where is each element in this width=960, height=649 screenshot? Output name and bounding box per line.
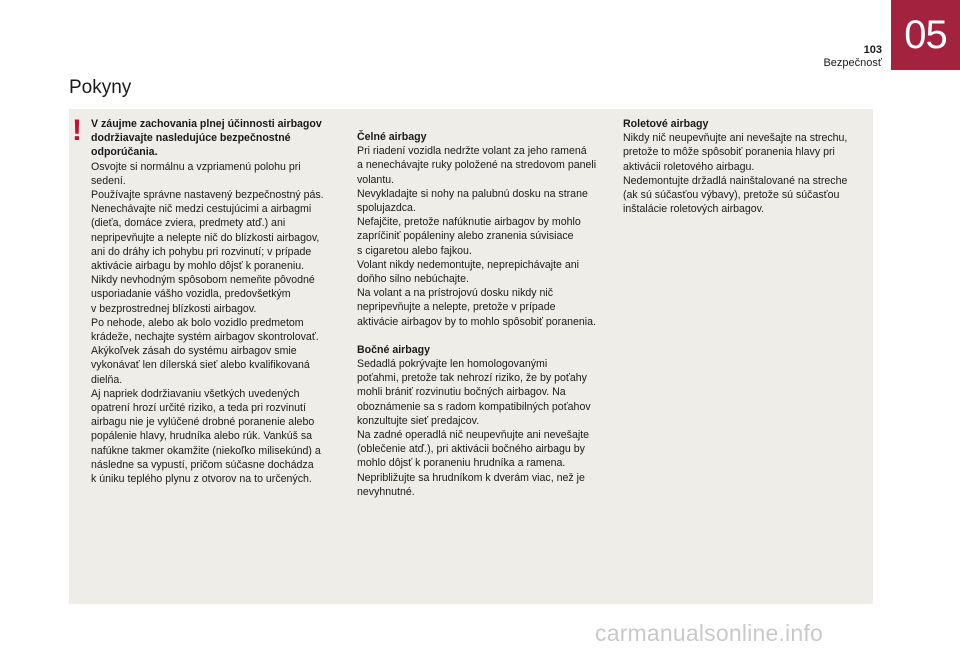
page-number: 103 — [863, 44, 882, 56]
text-line: krádeže, nechajte systém airbagov skontrolovať. — [91, 331, 319, 344]
text-line: V záujme zachovania plnej účinnosti airbagov — [91, 118, 322, 130]
curtain-airbags-body — [623, 131, 873, 216]
curtain-airbags-heading: Roletové airbagy — [623, 118, 709, 130]
section-name: Bezpečnosť — [823, 57, 882, 69]
text-line: Nikdy nevhodným spôsobom nemeňte pôvodné — [91, 274, 315, 287]
warning-text — [91, 117, 341, 486]
text-line: pretože to môže spôsobiť poranenia hlavy pri — [623, 146, 835, 159]
text-line: Nevykladajte si nohy na palubnú dosku na strane — [357, 187, 588, 200]
text-line: oboznámenie sa s radom kompatibilných poťahov — [357, 400, 591, 413]
text-line: zapríčiniť popáleniny alebo zranenia súvisiace — [357, 230, 574, 243]
text-line: doňho silno nebúchajte. — [357, 273, 469, 286]
text-line: aktivácii roletového airbagu. — [623, 160, 755, 173]
text-line: Nikdy nič neupevňujte ani nevešajte na strechu, — [623, 132, 848, 145]
page-title: Pokyny — [69, 77, 132, 98]
text-line: mohlo dôjsť k poraneniu hrudníka a ramena. — [357, 457, 566, 470]
text-line: v bezprostrednej blízkosti airbagov. — [91, 302, 257, 315]
front-airbags-body — [357, 144, 607, 329]
text-line: inštalácie roletových airbagov. — [623, 203, 765, 216]
text-line: (oblečenie atď.), pri aktivácii bočného airbagu by — [357, 443, 585, 456]
warning-bold — [91, 117, 341, 160]
text-line: Pri riadení vozidla nedržte volant za jeho ramená — [357, 145, 587, 158]
text-line: usporiadanie vášho vozidla, predovšetkým — [91, 288, 291, 301]
text-line: Nenechávajte nič medzi cestujúcimi a airbagmi — [91, 203, 312, 216]
text-line: aktivácie airbagov by to mohlo spôsobiť poranenia. — [357, 315, 596, 328]
text-line: aktivácie airbagu by mohlo dôjsť k poraneniu. — [91, 260, 305, 273]
text-line: dielňa. — [91, 373, 123, 386]
text-line: dodržiavajte nasledujúce bezpečnostné — [91, 132, 291, 145]
text-line: airbagu nie je vylúčené drobné poranenie alebo — [91, 416, 315, 429]
text-line: (dieťa, domáce zviera, predmety atď.) ani — [91, 217, 286, 230]
text-line: Na zadné operadlá nič neupevňujte ani nevešajte — [357, 429, 590, 442]
text-line: Na volant a na prístrojovú dosku nikdy nič — [357, 287, 554, 300]
text-line: mohli brániť rozvinutiu bočných airbagov. Na — [357, 386, 566, 399]
text-line: Akýkoľvek zásah do systému airbagov smie — [91, 345, 297, 358]
text-line: s cigaretou alebo fajkou. — [357, 244, 472, 257]
front-airbags-heading: Čelné airbagy — [357, 131, 427, 143]
text-line: opatrení hrozí určité riziko, a teda pri rozvinutí — [91, 402, 306, 415]
warning-icon: ! — [72, 114, 82, 147]
side-airbags-body — [357, 357, 607, 499]
text-line: Osvojte si normálnu a vzpriamenú polohu pri — [91, 160, 301, 173]
text-line: Po nehode, alebo ak bolo vozidlo predmetom — [91, 316, 304, 329]
text-line: k úniku teplého plynu z otvorov na to určených. — [91, 473, 312, 486]
text-line: Nedemontujte držadlá nainštalované na streche — [623, 174, 848, 187]
text-line: Sedadlá pokrývajte len homologovanými — [357, 358, 548, 371]
text-line: Používajte správne nastavený bezpečnostný pás. — [91, 189, 324, 202]
chapter-tab: 05 — [891, 0, 960, 70]
text-line: odporúčania. — [91, 146, 158, 159]
front-airbags-section — [357, 130, 607, 329]
text-line: Volant nikdy nedemontujte, neprepichávajte ani — [357, 258, 580, 271]
text-line: Aj napriek dodržiavaniu všetkých uvedených — [91, 387, 300, 400]
text-line: vykonávať len dílerská sieť alebo kvalifikovaná — [91, 359, 310, 372]
warning-body — [91, 160, 341, 487]
text-line: sedení. — [91, 174, 126, 187]
airbag-column-middle — [357, 130, 607, 499]
text-line: Nefajčite, pretože nafúknutie airbagov by mohlo — [357, 216, 581, 229]
text-line: konzultujte sieť predajcov. — [357, 414, 480, 427]
curtain-airbags-section — [623, 117, 873, 216]
text-line: Nepribližujte sa hrudníkom k dverám viac, než je — [357, 471, 585, 484]
text-line: nafúkne takmer okamžite (niekoľko milisekúnd) a — [91, 444, 321, 457]
text-line: (ak sú súčasťou výbavy), pretože sú súčasťou — [623, 189, 840, 202]
text-line: nevyhnutné. — [357, 485, 415, 498]
text-line: následne sa vypustí, pričom súčasne dochádza — [91, 458, 314, 471]
text-line: ani do dráhy ich pohybu pri rozvinutí; v prípade — [91, 245, 312, 258]
text-line: a nenechávajte ruky položené na stredovom paneli — [357, 159, 597, 172]
text-line: poťahmi, pretože tak nehrozí riziko, že by poťahy — [357, 372, 587, 385]
text-line: volantu. — [357, 173, 395, 186]
text-line: spolujazdca. — [357, 202, 416, 215]
watermark: carmanualsonline.info — [595, 620, 823, 646]
text-line: popálenie hlavy, hrudníka alebo rúk. Vankúš sa — [91, 430, 313, 443]
side-airbags-heading: Bočné airbagy — [357, 343, 431, 356]
text-line: nepripevňujte a nelepte, pretože v prípade — [357, 301, 556, 314]
text-line: nepripevňujte a nelepte nič do blízkosti airbagov, — [91, 231, 320, 244]
side-airbags-section — [357, 343, 607, 499]
